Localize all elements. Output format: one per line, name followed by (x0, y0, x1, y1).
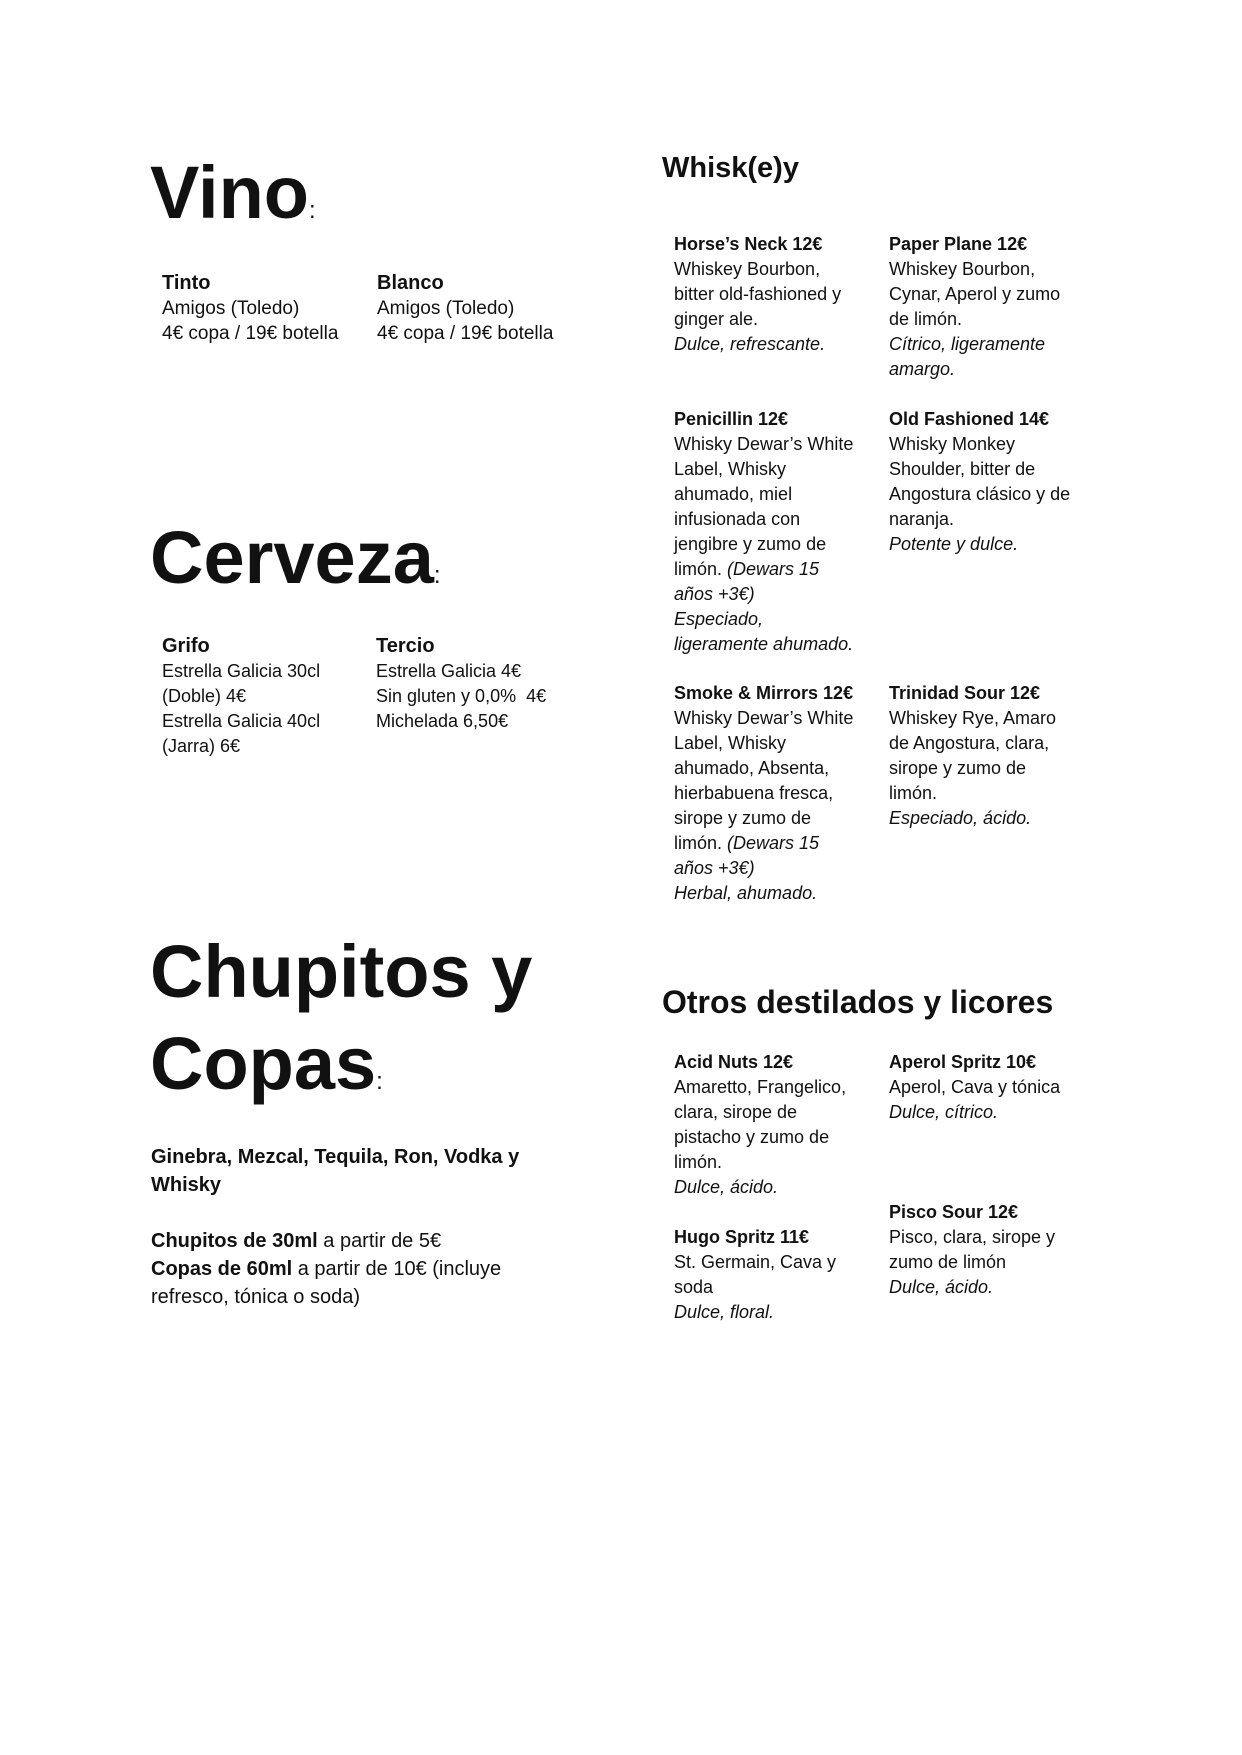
wine-item-blanco (377, 271, 577, 346)
cocktail-item (889, 1050, 1094, 1125)
copas-price (151, 1255, 591, 1311)
copas-price-text2: refresco, tónica o soda) (151, 1286, 360, 1308)
copas-price-text: a partir de 10€ (incluye (292, 1258, 502, 1280)
cocktail-title: Hugo Spritz 11€ (674, 1227, 810, 1247)
cocktail-line-mixed (674, 557, 879, 582)
cocktail-item (674, 1050, 879, 1200)
cocktail-line: Label, Whisky (674, 733, 787, 753)
cocktail-line: Whiskey Bourbon, (674, 259, 821, 279)
beer-line: (Doble) 4€ (162, 686, 247, 706)
spirits-line2: Whisky (151, 1174, 222, 1196)
cocktail-line: Label, Whisky (674, 459, 787, 479)
cocktail-tasting: años +3€) (674, 584, 755, 604)
cocktail-line: Amaretto, Frangelico, (674, 1077, 847, 1097)
cocktail-tasting: Especiado, (674, 609, 764, 629)
wine-item-tinto (162, 271, 362, 346)
spirits-line1: Ginebra, Mezcal, Tequila, Ron, Vodka y (151, 1146, 520, 1168)
cocktail-line: ahumado, Absenta, (674, 758, 830, 778)
beer-line: Sin gluten y 0,0% 4€ (376, 686, 547, 706)
chupitos-title-line1: Chupitos y (150, 930, 533, 1013)
cocktail-title: Aperol Spritz 10€ (889, 1052, 1037, 1072)
cocktail-tasting: Dulce, floral. (674, 1302, 775, 1322)
cerveza-title: Cerveza (150, 516, 434, 599)
copas-label: Copas de 60ml (151, 1258, 293, 1280)
cocktail-item (674, 681, 879, 906)
wine-line: Amigos (Toledo) (377, 298, 515, 319)
otros-title: Otros destilados y licores (662, 984, 1054, 1020)
cocktail-title: Horse’s Neck 12€ (674, 234, 823, 254)
cocktail-line: Whisky Dewar’s White (674, 434, 854, 454)
vino-heading (150, 147, 316, 257)
cerveza-colon: : (433, 562, 441, 589)
cocktail-tasting: Dulce, cítrico. (889, 1102, 999, 1122)
cocktail-line: infusionada con (674, 509, 801, 529)
cocktail-tasting: años +3€) (674, 858, 755, 878)
cocktail-line: pistacho y zumo de (674, 1127, 830, 1147)
cocktail-line: naranja. (889, 509, 955, 529)
cocktail-line: soda (674, 1277, 714, 1297)
cocktail-line-mixed (674, 831, 879, 856)
beer-item-tercio (376, 634, 586, 734)
cocktail-item (674, 1225, 879, 1325)
cocktail-item (889, 407, 1099, 557)
chupitos-label: Chupitos de 30ml (151, 1230, 318, 1252)
wine-title-blanco: Blanco (377, 272, 444, 294)
cocktail-line-plain: limón. (674, 559, 728, 579)
whiskey-title: Whisk(e)y (662, 152, 799, 184)
cocktail-title: Pisco Sour 12€ (889, 1202, 1019, 1222)
cocktail-title: Paper Plane 12€ (889, 234, 1028, 254)
cocktail-line: sirope y zumo de (674, 808, 812, 828)
otros-heading (662, 984, 1053, 1020)
beer-line: Estrella Galicia 30cl (162, 661, 321, 681)
cocktail-line: Cynar, Aperol y zumo (889, 284, 1061, 304)
wine-line: 4€ copa / 19€ botella (377, 323, 554, 344)
cocktail-line: de Angostura, clara, (889, 733, 1050, 753)
spirits-list (151, 1143, 591, 1199)
cocktail-title: Penicillin 12€ (674, 409, 789, 429)
cocktail-line: clara, sirope de (674, 1102, 798, 1122)
cocktail-line: Whiskey Bourbon, (889, 259, 1036, 279)
cocktail-item (674, 232, 879, 357)
chupitos-price-text: a partir de 5€ (317, 1230, 442, 1252)
cocktail-title: Acid Nuts 12€ (674, 1052, 794, 1072)
cocktail-tasting: Dulce, ácido. (674, 1177, 779, 1197)
cocktail-line: Whisky Monkey (889, 434, 1016, 454)
cocktail-line: jengibre y zumo de (674, 534, 827, 554)
wine-title-tinto: Tinto (162, 272, 211, 294)
cocktail-line-note: (Dewars 15 (727, 559, 820, 579)
cocktail-line: Aperol, Cava y tónica (889, 1077, 1061, 1097)
cocktail-line: zumo de limón (889, 1252, 1007, 1272)
beer-item-grifo (162, 634, 362, 759)
chupitos-heading (150, 926, 532, 1128)
whiskey-heading (662, 150, 799, 186)
beer-title-tercio: Tercio (376, 635, 435, 657)
cocktail-title: Trinidad Sour 12€ (889, 683, 1041, 703)
cocktail-tasting: Cítrico, ligeramente (889, 334, 1046, 354)
cocktail-line: Whiskey Rye, Amaro (889, 708, 1057, 728)
cocktail-line: bitter old-fashioned y (674, 284, 842, 304)
cocktail-line: de limón. (889, 309, 963, 329)
cocktail-line-note: (Dewars 15 (727, 833, 820, 853)
cocktail-line-plain: limón. (674, 833, 728, 853)
cocktail-item (889, 232, 1094, 382)
cocktail-tasting: Dulce, refrescante. (674, 334, 826, 354)
wine-line: Amigos (Toledo) (162, 298, 300, 319)
wine-line: 4€ copa / 19€ botella (162, 323, 339, 344)
cocktail-line: limón. (889, 783, 938, 803)
cocktail-line: St. Germain, Cava y (674, 1252, 837, 1272)
beer-title-grifo: Grifo (162, 635, 210, 657)
cocktail-item (889, 681, 1094, 831)
beer-line: (Jarra) 6€ (162, 736, 241, 756)
cocktail-tasting: Potente y dulce. (889, 534, 1019, 554)
cocktail-item (889, 1200, 1094, 1300)
cocktail-tasting: Herbal, ahumado. (674, 883, 818, 903)
cocktail-item (674, 407, 879, 657)
cocktail-line: ahumado, miel (674, 484, 793, 504)
cocktail-line: sirope y zumo de (889, 758, 1027, 778)
cocktail-tasting: ligeramente ahumado. (674, 634, 854, 654)
beer-line: Michelada 6,50€ (376, 711, 509, 731)
beer-line: Estrella Galicia 4€ (376, 661, 522, 681)
cocktail-line: Pisco, clara, sirope y (889, 1227, 1056, 1247)
chupitos-colon: : (376, 1068, 383, 1095)
vino-title: Vino (150, 151, 309, 234)
cocktail-line: Shoulder, bitter de (889, 459, 1036, 479)
cocktail-tasting: amargo. (889, 359, 956, 379)
cocktail-line: hierbabuena fresca, (674, 783, 834, 803)
cocktail-line: limón. (674, 1152, 723, 1172)
cocktail-tasting: Especiado, ácido. (889, 808, 1032, 828)
vino-colon: : (308, 197, 316, 224)
chupitos-price (151, 1227, 591, 1255)
cocktail-tasting: Dulce, ácido. (889, 1277, 994, 1297)
copas-block (151, 1143, 591, 1311)
chupitos-title-line2: Copas (150, 1022, 377, 1105)
cocktail-title: Smoke & Mirrors 12€ (674, 683, 854, 703)
cocktail-title: Old Fashioned 14€ (889, 409, 1050, 429)
cocktail-line: Angostura clásico y de (889, 484, 1071, 504)
cocktail-line: ginger ale. (674, 309, 759, 329)
cerveza-heading (150, 512, 441, 622)
cocktail-line: Whisky Dewar’s White (674, 708, 854, 728)
beer-line: Estrella Galicia 40cl (162, 711, 321, 731)
